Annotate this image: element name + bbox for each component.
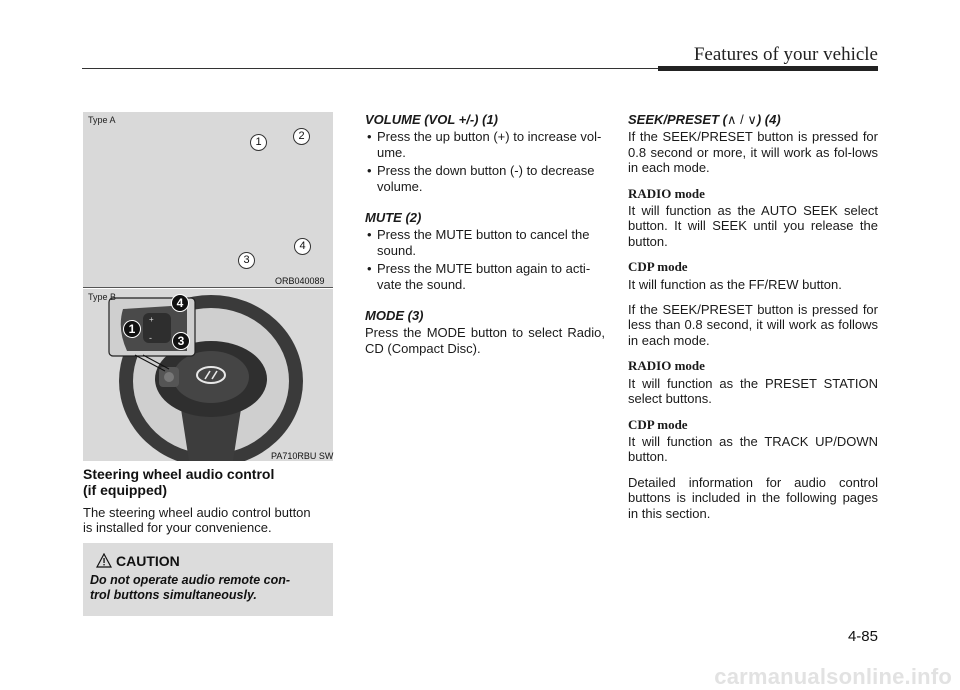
right-column bbox=[628, 112, 878, 521]
seek-short-press-text: If the SEEK/PRESET button is pressed for less than 0.8 second, it will work as follows in each mode. bbox=[628, 302, 878, 348]
callout-4: 4 bbox=[171, 294, 189, 312]
mode-text: Press the MODE button to select Radio, CD (Compact Disc). bbox=[365, 325, 605, 356]
radio-mode-text: It will function as the AUTO SEEK select button. It will SEEK until you release the button. bbox=[628, 203, 878, 249]
figure-type-a-label: Type A bbox=[88, 115, 116, 125]
radio-mode-label: RADIO mode bbox=[628, 358, 705, 374]
callout-3: 3 bbox=[238, 252, 255, 269]
seek-heading: SEEK/PRESET (∧ / ∨) (4) bbox=[628, 112, 781, 127]
header-rule-accent bbox=[658, 66, 878, 71]
callout-4: 4 bbox=[294, 238, 311, 255]
figure-code-a: ORB040089 bbox=[275, 276, 325, 286]
volume-list bbox=[365, 129, 605, 194]
figure-type-b-label: Type B bbox=[88, 292, 117, 302]
svg-text:+: + bbox=[149, 315, 154, 324]
cdp-mode-label: CDP mode bbox=[628, 416, 688, 432]
figure-code-b: PA710RBU SW bbox=[271, 451, 334, 461]
list-item: • Press the down button (-) to decrease volume. bbox=[365, 163, 605, 194]
mute-list bbox=[365, 227, 605, 292]
mode-heading: MODE (3) bbox=[365, 308, 424, 324]
running-header: Features of your vehicle bbox=[693, 44, 878, 65]
detail-text: Detailed information for audio control buttons is included in the following pages in this section. bbox=[628, 474, 878, 521]
middle-column bbox=[365, 112, 605, 356]
caution-title: CAUTION bbox=[116, 553, 180, 569]
list-item: • Press the MUTE button again to acti-vate the sound. bbox=[365, 261, 605, 292]
watermark: carmanualsonline.info bbox=[714, 664, 952, 689]
warning-triangle-icon bbox=[96, 553, 112, 568]
figure-divider bbox=[83, 287, 333, 288]
section-intro: The steering wheel audio control button is installed for your convenience. bbox=[83, 505, 311, 536]
callout-3: 3 bbox=[172, 332, 190, 350]
seek-long-press-text: If the SEEK/PRESET button is pressed for 0.8 second or more, it will work as fol-lows in each mode. bbox=[628, 129, 878, 176]
up-down-arrow-icon: ∧ / ∨ bbox=[726, 112, 757, 127]
list-item: • Press the MUTE button to cancel the sound. bbox=[365, 227, 605, 258]
cdp-mode-text: It will function as the FF/REW button. bbox=[628, 276, 842, 292]
cdp-mode-text: It will function as the TRACK UP/DOWN button. bbox=[628, 433, 878, 465]
cdp-mode-label: CDP mode bbox=[628, 259, 688, 275]
callout-1: 1 bbox=[250, 134, 267, 151]
svg-text:-: - bbox=[149, 333, 152, 343]
radio-mode-label: RADIO mode bbox=[628, 185, 705, 201]
mute-heading: MUTE (2) bbox=[365, 210, 422, 226]
callout-2: 2 bbox=[293, 128, 310, 145]
callout-1: 1 bbox=[123, 320, 141, 338]
section-heading: Steering wheel audio control (if equipped) bbox=[83, 466, 275, 498]
caution-text: Do not operate audio remote con- trol buttons simultaneously. bbox=[90, 573, 291, 602]
radio-mode-text: It will function as the PRESET STATION select buttons. bbox=[628, 375, 878, 407]
volume-heading: VOLUME (VOL +/-) (1) bbox=[365, 112, 499, 127]
page-number: 4-85 bbox=[847, 628, 878, 645]
steering-wheel-illustration bbox=[83, 289, 333, 461]
list-item: • Press the up button (+) to increase vol-ume. bbox=[365, 129, 605, 160]
